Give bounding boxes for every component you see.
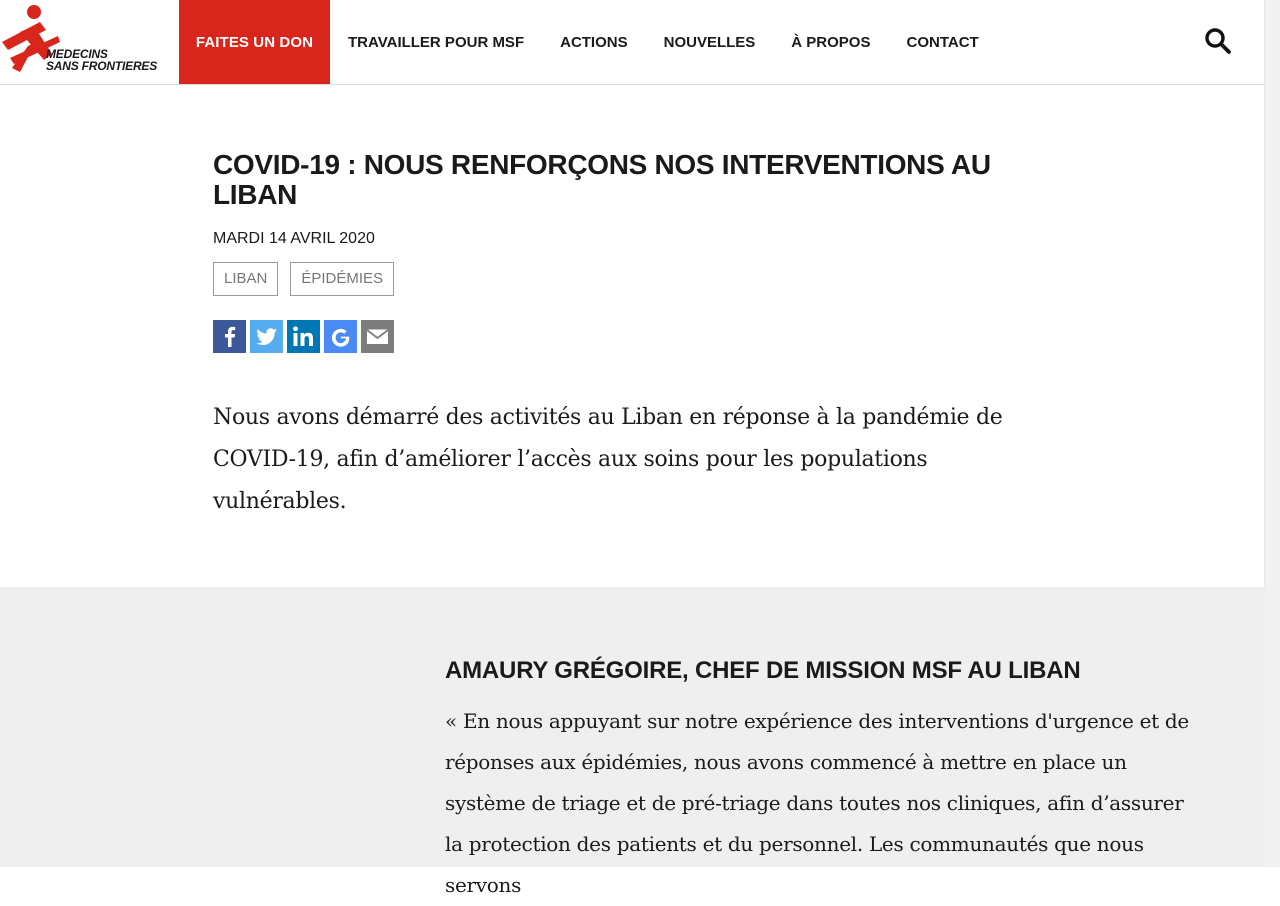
main-nav — [330, 0, 997, 84]
google-icon — [324, 320, 357, 353]
share-email-button[interactable] — [361, 320, 394, 353]
site-header — [0, 0, 1265, 85]
share-google-button[interactable] — [324, 320, 357, 353]
share-facebook-button[interactable] — [213, 320, 246, 353]
nav-item-travailler[interactable]: TRAVAILLER POUR MSF — [348, 33, 525, 51]
quote-text: « En nous appuyant sur notre expérience des interventions d'urgence et de réponses aux épidémies, nous avons commencé à mettre en place un système de triage et de pré-triage dans toutes nos cliniques, afin d’assurer la protection des patients et du personnel. Les communautés que nous servons — [445, 709, 1189, 897]
share-linkedin-button[interactable] — [287, 320, 320, 353]
article-tags — [213, 262, 1043, 296]
quote-section — [0, 587, 1265, 897]
logo-line1: MEDECINS — [46, 47, 108, 61]
article — [213, 150, 1043, 545]
quote-author: AMAURY GRÉGOIRE, CHEF DE MISSION MSF AU LIBAN — [445, 657, 1081, 684]
article-date: MARDI 14 AVRIL 2020 — [213, 230, 375, 247]
logo-wordmark — [46, 48, 170, 72]
share-twitter-button[interactable] — [250, 320, 283, 353]
share-bar — [213, 320, 1043, 353]
nav-item-nouvelles[interactable]: NOUVELLES — [663, 33, 756, 51]
tag-epidemies[interactable]: ÉPIDÉMIES — [290, 262, 394, 296]
article-title: COVID-19 : NOUS RENFORÇONS NOS INTERVENTIONS AU LIBAN — [213, 149, 991, 210]
msf-logo[interactable] — [0, 0, 170, 84]
facebook-icon — [213, 320, 246, 353]
article-lead: Nous avons démarré des activités au Liban en réponse à la pandémie de COVID-19, afin d’améliorer l’accès aux soins pour les populations vulnérables. — [213, 405, 1003, 514]
quote-block — [445, 657, 1205, 906]
page-scrollbar[interactable] — [1264, 0, 1280, 867]
twitter-icon — [250, 320, 283, 353]
email-icon — [361, 320, 394, 353]
donate-button[interactable]: FAITES UN DON — [179, 0, 330, 84]
search-icon — [1203, 26, 1233, 56]
tag-liban[interactable]: LIBAN — [213, 262, 278, 296]
linkedin-icon — [287, 320, 320, 353]
nav-item-a-propos[interactable]: À PROPOS — [791, 33, 871, 51]
search-button[interactable] — [1203, 26, 1233, 56]
nav-item-actions[interactable]: ACTIONS — [560, 33, 628, 51]
logo-line2: SANS FRONTIERES — [46, 59, 158, 73]
nav-item-contact[interactable]: CONTACT — [906, 33, 979, 51]
